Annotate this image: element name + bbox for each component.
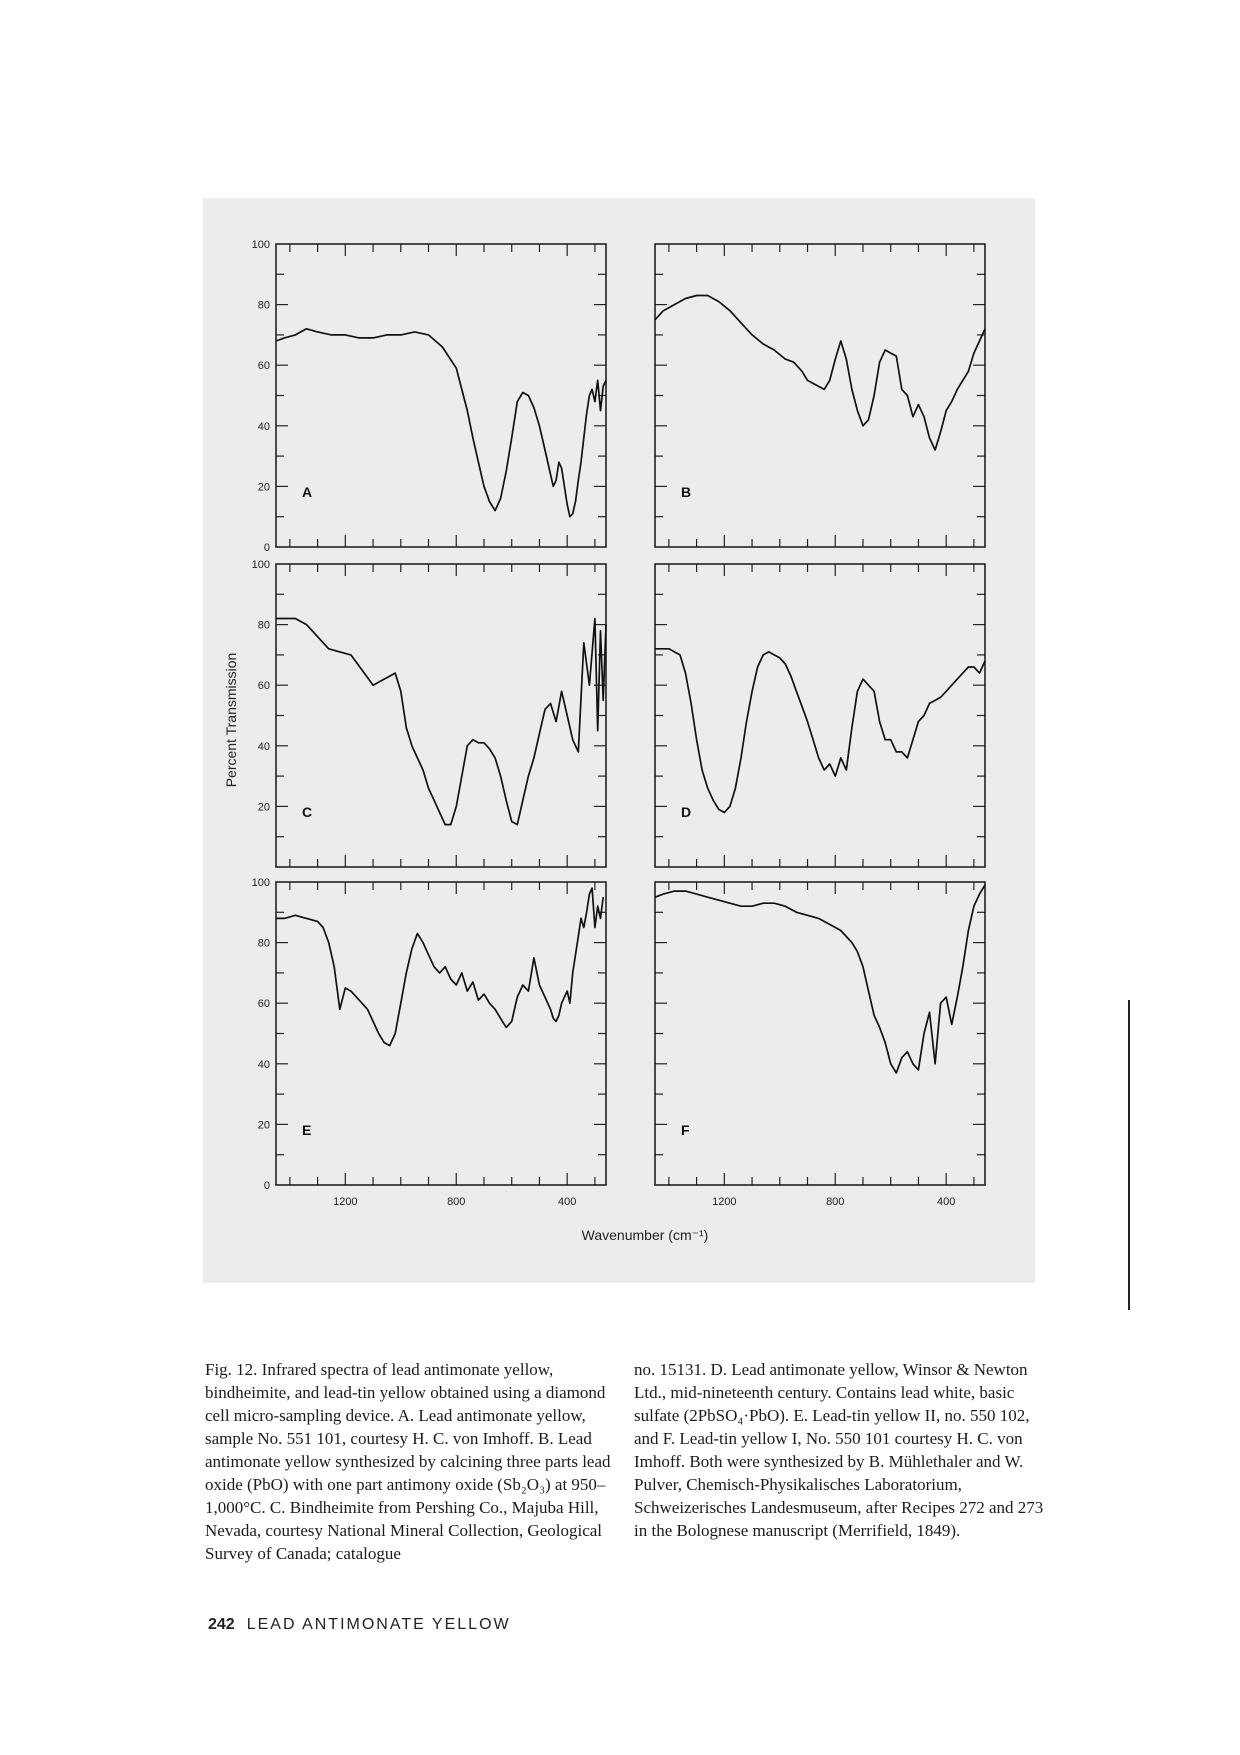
panel-frame-f — [655, 882, 985, 1185]
panel-letter-e: E — [302, 1122, 312, 1138]
panel-letter-d: D — [681, 804, 692, 820]
y-tick-label: 0 — [263, 542, 270, 554]
y-tick-label: 20 — [257, 801, 270, 814]
y-tick-label: 80 — [257, 937, 270, 950]
panel-frame-a — [276, 244, 606, 547]
x-tick-label: 800 — [826, 1196, 845, 1208]
panel-letter-c: C — [302, 804, 313, 820]
y-tick-label: 100 — [251, 239, 270, 251]
y-tick-label: 100 — [251, 559, 270, 571]
y-tick-label: 20 — [257, 481, 270, 494]
x-tick-label: 1200 — [712, 1196, 737, 1208]
panel-letter-a: A — [302, 484, 313, 500]
panel-letter-b: B — [681, 484, 692, 500]
spectrum-line-a — [276, 329, 606, 517]
page-number: 242 — [208, 1616, 235, 1633]
panel-letter-f: F — [681, 1122, 690, 1138]
page-edge-line — [1128, 1000, 1130, 1310]
y-tick-label: 0 — [263, 1180, 270, 1192]
spectrum-line-c — [276, 619, 606, 825]
y-axis-title: Percent Transmission — [223, 652, 239, 788]
y-tick-label: 40 — [257, 420, 270, 433]
spectrum-line-f — [655, 885, 985, 1073]
y-tick-label: 40 — [257, 1058, 270, 1071]
page-footer — [208, 1616, 511, 1634]
x-tick-label: 400 — [557, 1196, 577, 1208]
spectrum-line-b — [655, 296, 985, 451]
y-tick-label: 80 — [257, 619, 270, 632]
panel-frame-b — [655, 244, 985, 547]
x-tick-label: 1200 — [333, 1196, 358, 1208]
y-tick-label: 100 — [251, 877, 270, 889]
x-tick-label: 400 — [936, 1196, 956, 1208]
panel-frame-d — [655, 564, 985, 867]
running-title: LEAD ANTIMONATE YELLOW — [246, 1616, 511, 1633]
y-tick-label: 40 — [257, 740, 270, 753]
figure-caption-left: Fig. 12. Infrared spectra of lead antimonate yellow, bindheimite, and lead-tin yellow obtained using a diamond cell micro-sampling device. A. Lead antimonate yellow, sample No. 551 101, courtesy H. C. von Imhoff. B. Lead antimonate yellow synthesized by calcining three parts lead oxide (PbO) with one part antimony oxide (Sb₂O₃) at 950–1,000°C. C. Bindheimite from Pershing Co., Majuba Hill, Nevada, courtesy National Mineral Collection, Geological Survey of Canada; catalogue — [205, 1360, 611, 1563]
x-axis-title: Wavenumber (cm⁻¹) — [581, 1227, 709, 1243]
spectrum-line-d — [655, 649, 985, 813]
spectrum-line-e — [276, 888, 603, 1046]
y-tick-label: 80 — [257, 299, 270, 312]
panel-frame-e — [276, 882, 606, 1185]
x-tick-label: 800 — [447, 1196, 466, 1208]
y-tick-label: 20 — [257, 1119, 270, 1132]
figure-caption-right: no. 15131. D. Lead antimonate yellow, Winsor & Newton Ltd., mid-nineteenth century. Contains lead white, basic sulfate (2PbSO₄·PbO). E. Lead-tin yellow II, no. 550 102, and F. Lead-tin yellow I, No. 550 101 courtesy H. C. von Imhoff. Both were synthesized by B. Mühlethaler and W. Pulver, Chemisch-Physikalisches Laboratorium, Schweizerisches Landesmuseum, after Recipes 272 and 273 in the Bolognese manuscript (Merrifield, 1849). — [634, 1360, 1044, 1540]
y-tick-label: 60 — [257, 360, 270, 373]
y-tick-label: 60 — [257, 998, 270, 1011]
y-tick-label: 60 — [257, 680, 270, 693]
